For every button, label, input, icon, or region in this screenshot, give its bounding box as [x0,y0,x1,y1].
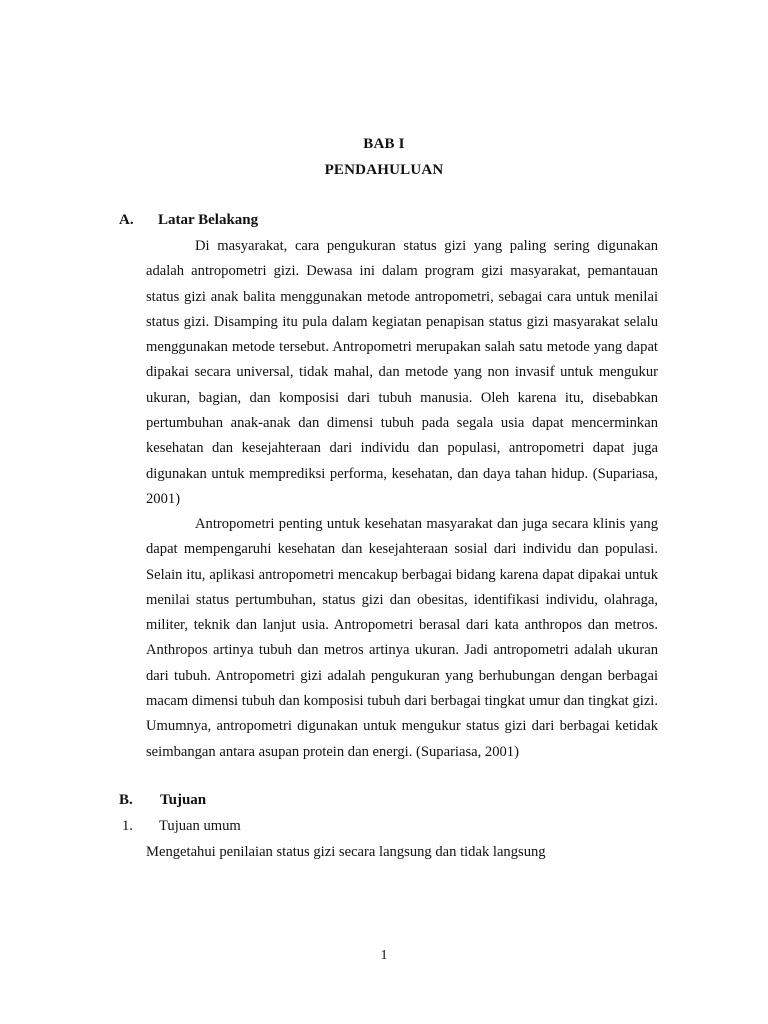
background-paragraph-1: Di masyarakat, cara pengukuran status gizi yang paling sering digunakan adalah antropometri gizi. Dewasa ini dalam program gizi masyarakat, pemantauan status gizi anak balita menggunakan metode antropometri, sebagai cara untuk menilai status gizi. Disamping itu pula dalam kegiatan penapisan status gizi masyarakat selalu menggunakan metode tersebut. Antropometri merupakan salah satu metode yang dapat dipakai secara universal, tidak mahal, dan metode yang non invasif untuk mengukur ukuran, bagian, dan komposisi dari tubuh manusia. Oleh karena itu, disebabkan pertumbuhan anak-anak dan dimensi tubuh pada segala usia dapat mencerminkan kesehatan dan kesejahteraan dari individu dan populasi, antropometri dapat juga digunakan untuk memprediksi performa, kesehatan, dan daya tahan hidup. (Supariasa, 2001) [146,238,658,507]
item-1-text: Mengetahui penilaian status gizi secara langsung dan tidak langsung [146,844,546,860]
item-1-title: Tujuan umum [159,818,241,834]
section-b-title: Tujuan [160,792,207,808]
background-paragraph-2: Antropometri penting untuk kesehatan masyarakat dan juga secara klinis yang dapat mempengaruhi kesehatan dan kesejahteraan sosial dari individu dan populasi. Selain itu, aplikasi antropometri mencakup berbagai bidang karena dapat dipakai untuk menilai status pertumbuhan, status gizi dan obesitas, identifikasi individu, olahraga, militer, teknik dan lanjut usia. Antropometri berasal dari kata anthropos dan metros. Anthropos artinya tubuh dan metros artinya ukuran. Jadi antropometri adalah ukuran dari tubuh. Antropometri gizi adalah pengukuran yang berhubungan dengan berbagai macam dimensi tubuh dan komposisi tubuh dari berbagai tingkat umur dan tingkat gizi. Umumnya, antropometri digunakan untuk mengukur status gizi dari berbagai ketidak seimbangan antara asupan protein dan energi. (Supariasa, 2001) [146,516,658,760]
item-1-marker: 1. [122,818,133,834]
chapter-number: BAB I [363,136,405,152]
page-number: 1 [380,948,388,963]
section-a-marker: A. [119,212,134,228]
chapter-title: PENDAHULUAN [324,162,444,178]
section-b-marker: B. [119,792,133,808]
section-a-title: Latar Belakang [158,212,259,228]
